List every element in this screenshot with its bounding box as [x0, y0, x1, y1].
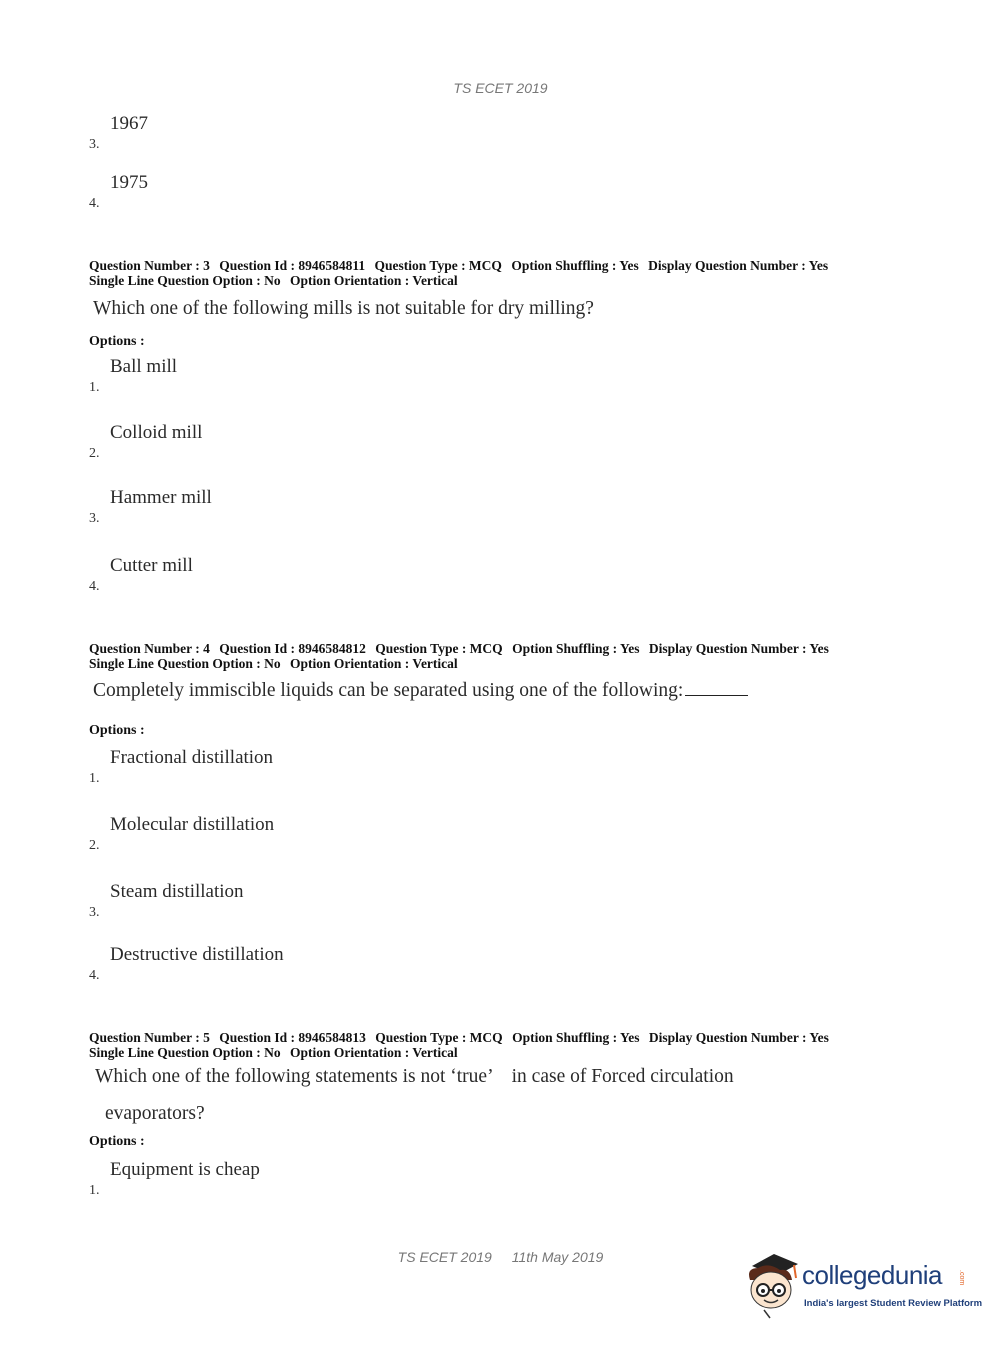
question-text-content: Completely immiscible liquids can be separated using one of the following: [93, 680, 684, 701]
meta-question-type: Question Type : MCQ [374, 258, 502, 273]
answer-blank [685, 694, 748, 696]
meta-option-shuffling: Option Shuffling : Yes [512, 641, 640, 656]
question-text-line-2: evaporators? [105, 1103, 205, 1124]
meta-question-id: Question Id : 8946584812 [219, 641, 366, 656]
meta-single-line: Single Line Question Option : No [89, 273, 281, 288]
meta-single-line: Single Line Question Option : No [89, 1045, 281, 1060]
meta-question-id: Question Id : 8946584811 [219, 258, 366, 273]
logo-suffix: .com [958, 1270, 965, 1286]
meta-orientation: Option Orientation : Vertical [290, 273, 458, 288]
option-number: 2. [89, 446, 100, 461]
option-number: 4. [89, 196, 100, 211]
option-text: Cutter mill [110, 555, 193, 576]
question-text: Which one of the following mills is not suitable for dry milling? [93, 298, 594, 319]
option-text: Ball mill [110, 356, 178, 377]
page-header: TS ECET 2019 [453, 80, 548, 96]
meta-display-number: Display Question Number : Yes [648, 258, 829, 273]
meta-question-id: Question Id : 8946584813 [219, 1030, 366, 1045]
option-number: 3. [89, 905, 100, 920]
option-number: 2. [89, 838, 100, 853]
options-label: Options : [89, 334, 145, 349]
option-text: Equipment is cheap [110, 1159, 260, 1180]
meta-orientation: Option Orientation : Vertical [290, 1045, 458, 1060]
option-text: Fractional distillation [110, 747, 274, 768]
collegedunia-logo[interactable] [744, 1250, 983, 1320]
logo-brand: collegedunia [802, 1260, 943, 1290]
option-text: Destructive distillation [110, 944, 284, 965]
option-number: 3. [89, 137, 100, 152]
options-label: Options : [89, 1134, 145, 1149]
question-text-line-1: Which one of the following statements is not ‘true’ in case of Forced circulation [95, 1066, 734, 1087]
footer-exam: TS ECET 2019 [397, 1249, 492, 1265]
meta-option-shuffling: Option Shuffling : Yes [511, 258, 639, 273]
option-number: 4. [89, 579, 100, 594]
meta-orientation: Option Orientation : Vertical [290, 656, 458, 671]
logo-tagline: India's largest Student Review Platform [804, 1298, 983, 1309]
meta-display-number: Display Question Number : Yes [648, 1030, 829, 1045]
option-text: Colloid mill [110, 422, 203, 443]
question-meta [89, 1030, 835, 1060]
meta-question-type: Question Type : MCQ [375, 1030, 503, 1045]
options-label: Options : [89, 723, 145, 738]
question-meta [89, 258, 834, 288]
option-text: Steam distillation [110, 881, 244, 902]
meta-option-shuffling: Option Shuffling : Yes [512, 1030, 640, 1045]
meta-question-number: Question Number : 5 [89, 1030, 210, 1045]
question-meta [89, 641, 835, 671]
footer-date: 11th May 2019 [511, 1249, 604, 1265]
option-number: 1. [89, 771, 100, 786]
meta-display-number: Display Question Number : Yes [648, 641, 829, 656]
option-number: 3. [89, 511, 100, 526]
meta-question-type: Question Type : MCQ [375, 641, 503, 656]
meta-question-number: Question Number : 3 [89, 258, 210, 273]
meta-question-number: Question Number : 4 [89, 641, 210, 656]
option-number: 4. [89, 968, 100, 983]
question-text [93, 680, 748, 702]
option-text: Hammer mill [110, 487, 212, 508]
option-text: 1967 [110, 113, 148, 134]
mascot-icon [744, 1250, 804, 1320]
option-text: Molecular distillation [110, 814, 275, 835]
option-number: 1. [89, 1183, 100, 1198]
option-text: 1975 [110, 172, 148, 193]
option-number: 1. [89, 380, 100, 395]
meta-single-line: Single Line Question Option : No [89, 656, 281, 671]
